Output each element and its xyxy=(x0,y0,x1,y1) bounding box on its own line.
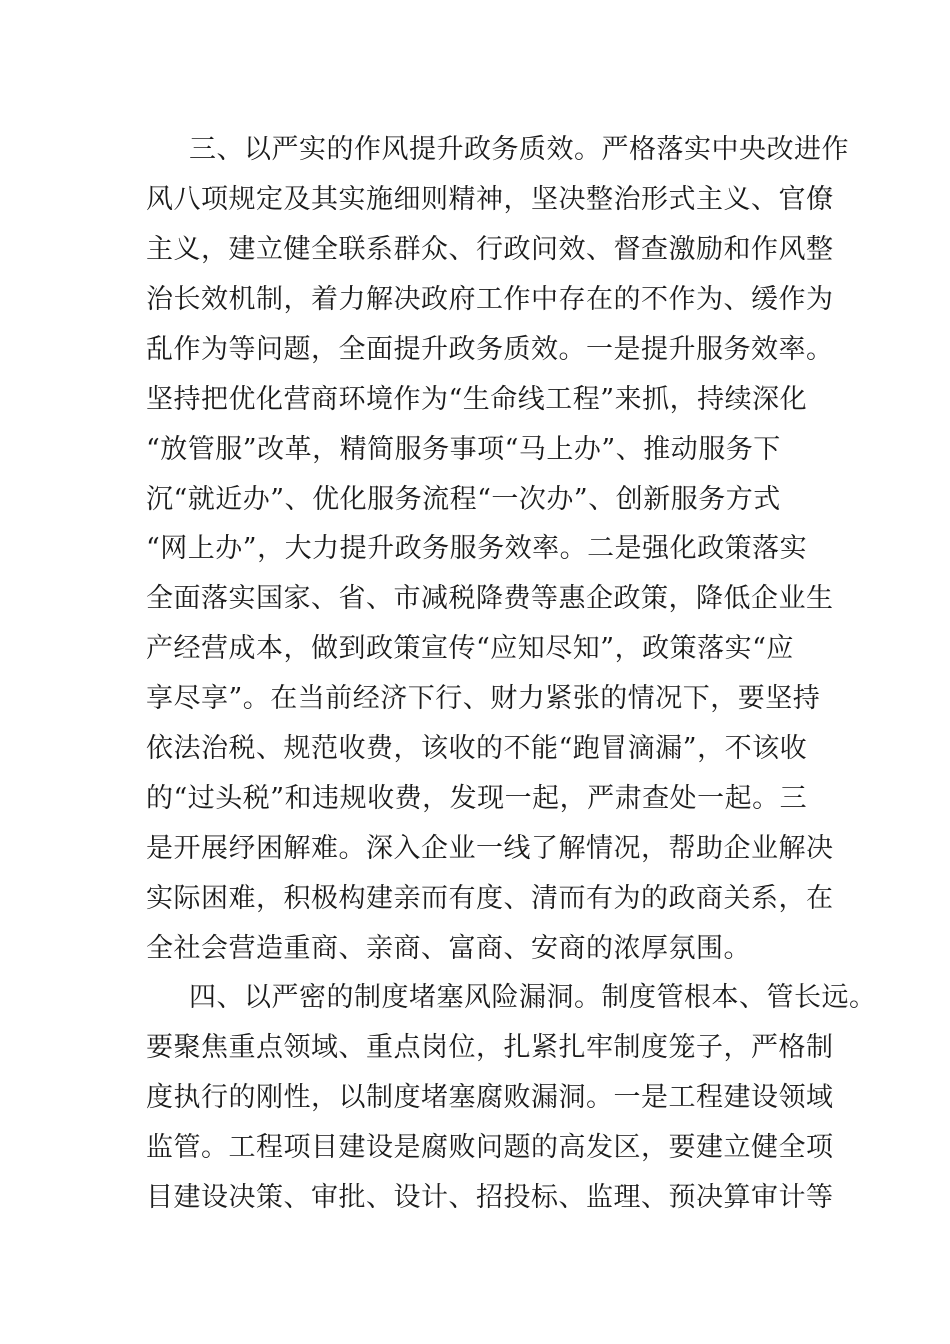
text-line: 的“过头税”和违规收费，发现一起，严肃查处一起。三 xyxy=(146,783,808,814)
text-line: 四、以严密的制度堵塞风险漏洞。制度管根本、管长远。 xyxy=(189,982,877,1013)
text-line: 目建设决策、审批、设计、招投标、监理、预决算审计等 xyxy=(146,1182,834,1213)
text-line: “网上办”，大力提升政务服务效率。二是强化政策落实 xyxy=(146,533,808,564)
text-line: 度执行的刚性，以制度堵塞腐败漏洞。一是工程建设领域 xyxy=(146,1082,834,1113)
text-line: 全面落实国家、省、市减税降费等惠企政策，降低企业生 xyxy=(146,583,834,614)
text-line: 沉“就近办”、优化服务流程“一次办”、创新服务方式 xyxy=(146,484,781,515)
text-line: 实际困难，积极构建亲而有度、清而有为的政商关系，在 xyxy=(146,883,834,914)
text-line: “放管服”改革，精简服务事项“马上办”、推动服务下 xyxy=(146,434,781,465)
text-line: 三、以严实的作风提升政务质效。严格落实中央改进作 xyxy=(189,134,849,165)
text-line: 享尽享”。在当前经济下行、财力紧张的情况下，要坚持 xyxy=(146,683,821,714)
text-line: 风八项规定及其实施细则精神，坚决整治形式主义、官僚 xyxy=(146,184,834,215)
text-line: 乱作为等问题，全面提升政务质效。一是提升服务效率。 xyxy=(146,334,834,365)
text-line: 是开展纾困解难。深入企业一线了解情况，帮助企业解决 xyxy=(146,833,834,864)
text-line: 坚持把优化营商环境作为“生命线工程”来抓，持续深化 xyxy=(146,384,808,415)
text-line: 全社会营造重商、亲商、富商、安商的浓厚氛围。 xyxy=(146,933,751,964)
text-line: 要聚焦重点领域、重点岗位，扎紧扎牢制度笼子，严格制 xyxy=(146,1032,834,1063)
text-line: 治长效机制，着力解决政府工作中存在的不作为、缓作为 xyxy=(146,284,834,315)
text-line: 主义，建立健全联系群众、行政问效、督查激励和作风整 xyxy=(146,234,834,265)
text-line: 监管。工程项目建设是腐败问题的高发区，要建立健全项 xyxy=(146,1132,834,1163)
text-line: 依法治税、规范收费，该收的不能“跑冒滴漏”，不该收 xyxy=(146,733,808,764)
text-line: 产经营成本，做到政策宣传“应知尽知”，政策落实“应 xyxy=(146,633,794,664)
